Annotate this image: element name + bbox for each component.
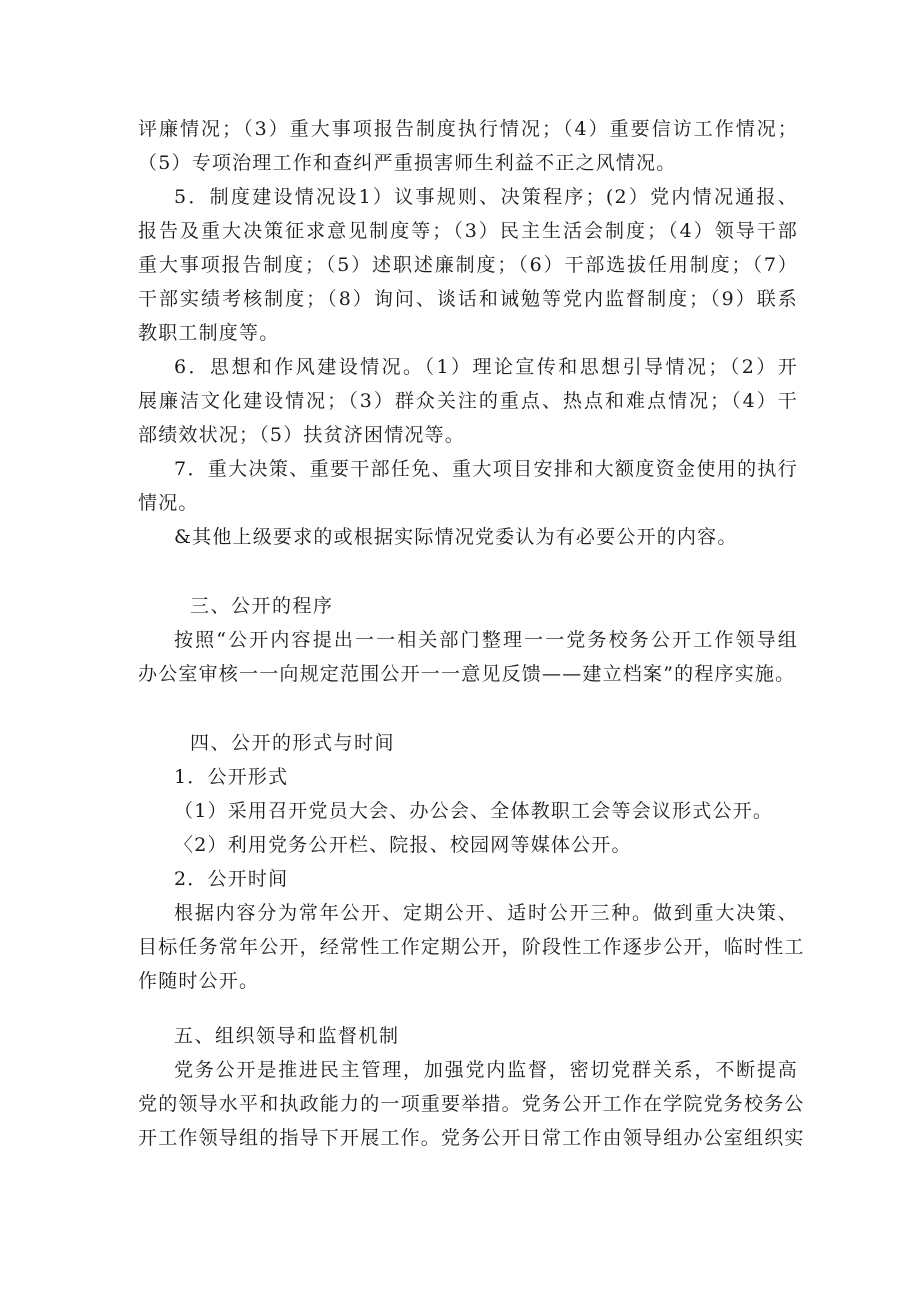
text-line: 报告及重大决策征求意见制度等；（3）民主生活会制度；（4）领导干部 <box>138 220 798 242</box>
text-line: 干部实绩考核制度；（8）询问、谈话和诫勉等党内监督制度；（9）联系 <box>138 288 798 310</box>
section-heading: 五、组织领导和监督机制 <box>174 1025 400 1047</box>
text-line: 党务公开是推进民主管理，加强党内监督，密切党群关系，不断提高 <box>174 1059 798 1081</box>
text-line: 党的领导水平和执政能力的一项重要举措。党务公开工作在学院党务校务公 <box>138 1093 805 1115</box>
text-line: 评廉情况；（3）重大事项报告制度执行情况；（4）重要信访工作情况； <box>138 118 798 140</box>
text-line: 根据内容分为常年公开、定期公开、适时公开三种。做到重大决策、 <box>174 902 798 924</box>
text-line: 6．思想和作风建设情况。（1）理论宣传和思想引导情况；（2）开 <box>174 356 798 378</box>
text-line: （5）专项治理工作和查纠严重损害师生利益不正之风情况。 <box>138 152 677 174</box>
text-line: 7．重大决策、重要干部任免、重大项目安排和大额度资金使用的执行 <box>174 458 798 480</box>
subsection-heading: 2．公开时间 <box>174 868 289 890</box>
text-line: 情况。 <box>138 492 199 514</box>
text-line: 目标任务常年公开，经常性工作定期公开，阶段性工作逐步公开，临时性工 <box>138 936 805 958</box>
text-line: 按照“公开内容提出一一相关部门整理一一党务校务公开工作领导组 <box>174 629 798 651</box>
text-line: 展廉洁文化建设情况；（3）群众关注的重点、热点和难点情况；（4）干 <box>138 390 798 412</box>
section-heading: 四、公开的形式与时间 <box>190 732 396 754</box>
text-line: &其他上级要求的或根据实际情况党委认为有必要公开的内容。 <box>174 526 738 548</box>
text-line: 作随时公开。 <box>138 970 260 992</box>
text-line: 办公室审核一一向规定范围公开一一意见反馈——建立档案”的程序实施。 <box>138 663 796 685</box>
text-line: 开工作领导组的指导下开展工作。党务公开日常工作由领导组办公室组织实 <box>138 1127 805 1149</box>
text-line: 〈2）利用党务公开栏、院报、校园网等媒体公开。 <box>174 834 632 856</box>
subsection-heading: 1．公开形式 <box>174 766 289 788</box>
text-line: （1）采用召开党员大会、办公会、全体教职工会等会议形式公开。 <box>174 800 774 822</box>
section-heading: 三、公开的程序 <box>190 595 334 617</box>
text-line: 教职工制度等。 <box>138 322 280 344</box>
text-line: 部绩效状况；（5）扶贫济困情况等。 <box>138 424 465 446</box>
text-line: 重大事项报告制度；（5）述职述廉制度；（6）干部选拔任用制度；（7） <box>138 254 798 276</box>
text-line: 5．制度建设情况设1）议事规则、决策程序；(2）党内情况通报、 <box>174 186 798 208</box>
